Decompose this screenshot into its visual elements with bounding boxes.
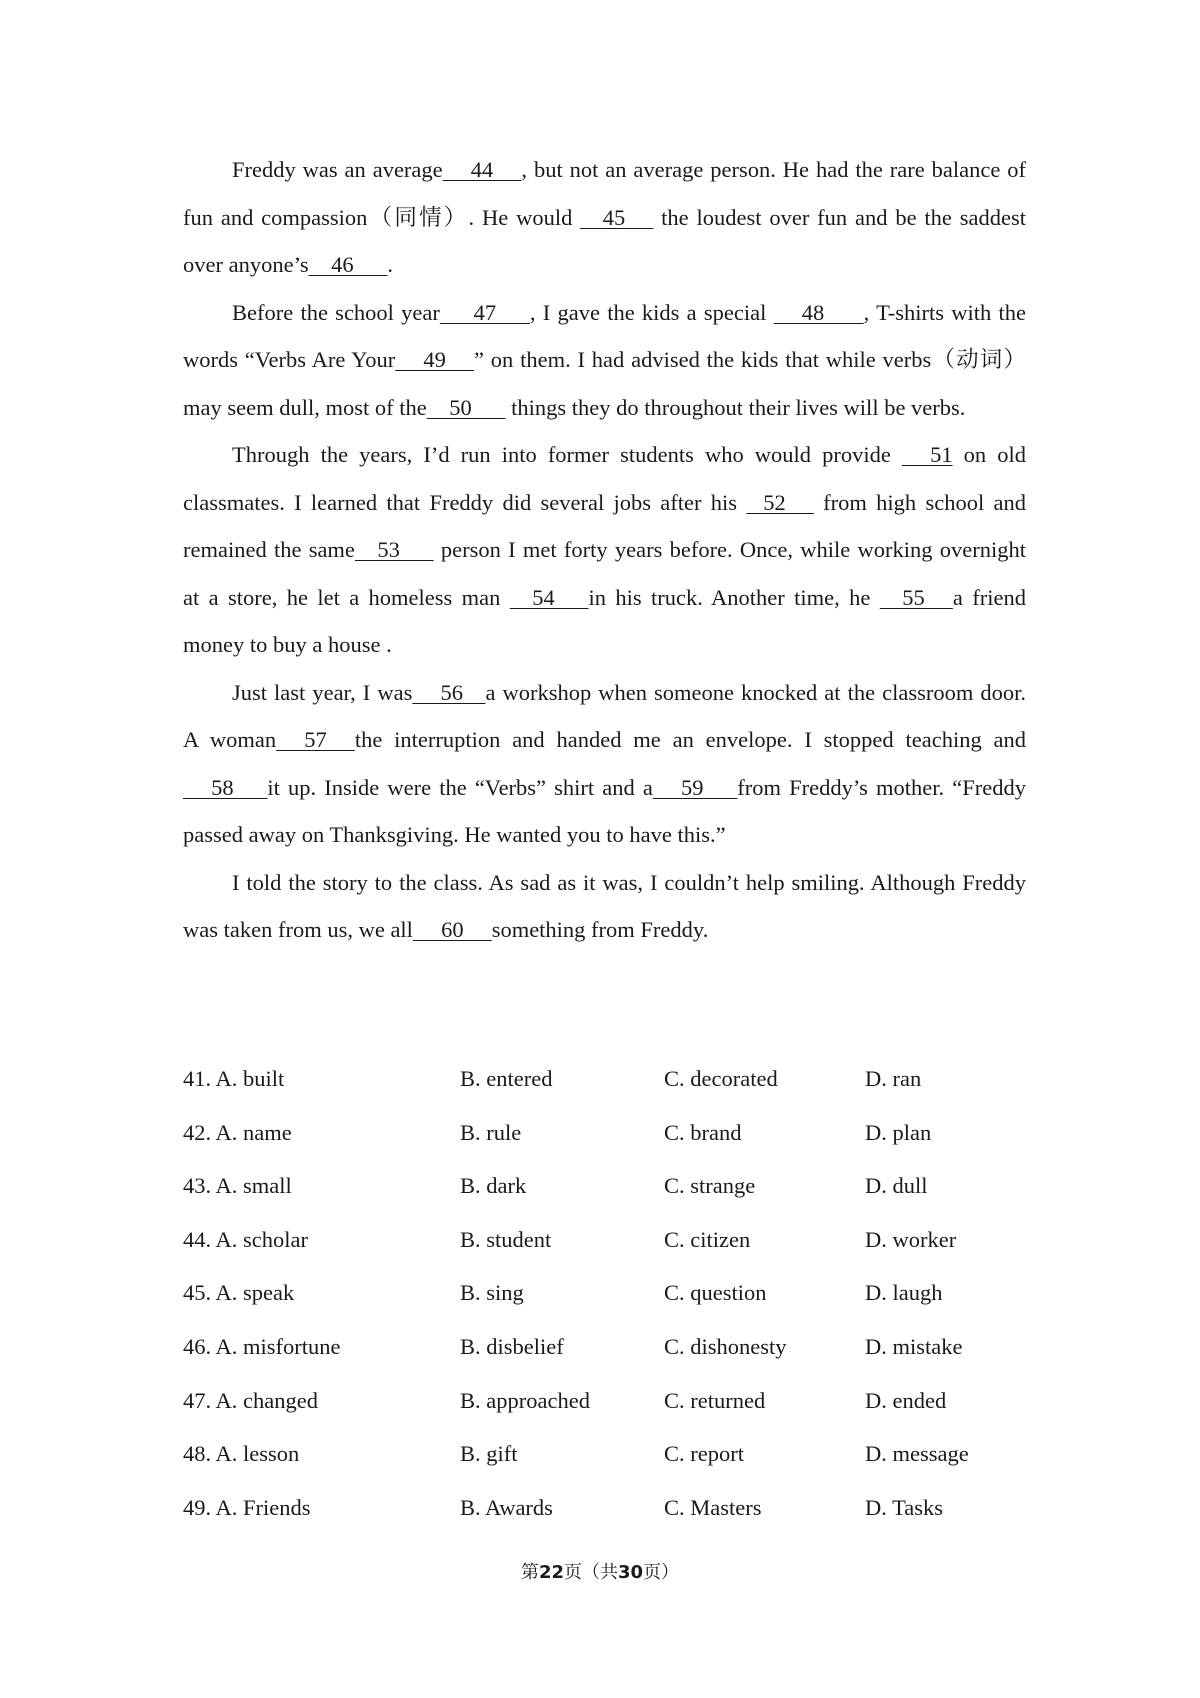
option-d: D. Tasks bbox=[865, 1494, 944, 1520]
option-row-41 bbox=[183, 1052, 1026, 1106]
option-row-46 bbox=[183, 1320, 1026, 1374]
option-row-47 bbox=[183, 1374, 1026, 1428]
text: the interruption and handed me an envelope. I stopped teaching and bbox=[354, 727, 1027, 752]
footer-middle: 页（共 bbox=[564, 1562, 618, 1583]
blank-50: 50 bbox=[426, 394, 506, 420]
text: ” on them. I had advised the kids that while verbs（动词）may seem dull, most of the bbox=[183, 347, 1026, 420]
blank-49: 49 bbox=[395, 347, 475, 372]
cloze-passage bbox=[183, 146, 1026, 954]
option-d: D. mistake bbox=[865, 1333, 963, 1359]
text: , I gave the kids a special bbox=[529, 299, 774, 325]
option-a: 48. A. lesson bbox=[183, 1441, 300, 1467]
text: Before the school year bbox=[232, 299, 440, 325]
option-c: C. returned bbox=[664, 1387, 766, 1413]
option-row-43 bbox=[183, 1159, 1026, 1213]
blank-52: 52 bbox=[746, 489, 814, 515]
option-d: D. plan bbox=[865, 1119, 932, 1145]
text: the loudest over fun and be the saddest over anyone’s bbox=[183, 204, 1026, 277]
option-c: C. decorated bbox=[664, 1066, 778, 1091]
option-a: 47. A. changed bbox=[183, 1387, 318, 1413]
text: , but not an average person. He had the rare balance of fun and compassion（同情）. He would bbox=[183, 157, 1026, 230]
option-b: B. rule bbox=[460, 1119, 522, 1145]
text: things they do throughout their lives will be verbs. bbox=[505, 394, 966, 420]
option-c: C. strange bbox=[664, 1173, 756, 1199]
option-c: C. citizen bbox=[664, 1226, 751, 1252]
option-a: 44. A. scholar bbox=[183, 1226, 308, 1252]
option-c: C. brand bbox=[664, 1119, 742, 1145]
option-d: D. ended bbox=[865, 1387, 947, 1413]
text: in his truck. Another time, he bbox=[588, 584, 880, 610]
text: something from Freddy. bbox=[491, 917, 709, 942]
option-a: 45. A. speak bbox=[183, 1280, 295, 1306]
option-b: B. student bbox=[460, 1226, 552, 1252]
text: from Freddy’s mother. “Freddy passed away on Thanksgiving. He wanted you to have this.” bbox=[183, 774, 1026, 847]
option-d: D. laugh bbox=[865, 1280, 943, 1306]
blank-47: 47 bbox=[439, 299, 530, 325]
option-d: D. dull bbox=[865, 1173, 928, 1199]
blank-46: 46 bbox=[308, 252, 388, 277]
option-a: 49. A. Friends bbox=[183, 1494, 311, 1520]
option-d: D. ran bbox=[865, 1066, 922, 1091]
text: . bbox=[387, 252, 393, 277]
option-b: B. sing bbox=[460, 1280, 524, 1306]
page-number: 22 bbox=[538, 1562, 564, 1583]
option-b: B. entered bbox=[460, 1066, 553, 1091]
option-b: B. gift bbox=[460, 1441, 518, 1467]
page-footer bbox=[0, 1558, 1200, 1584]
option-a: 41. A. built bbox=[183, 1066, 285, 1091]
text: , T-shirts with the words “Verbs Are Your bbox=[183, 299, 1026, 372]
blank-58: 58 bbox=[183, 774, 268, 800]
option-d: D. worker bbox=[865, 1226, 957, 1252]
option-row-49 bbox=[183, 1481, 1026, 1535]
option-b: B. Awards bbox=[460, 1494, 553, 1520]
text: from high school and remained the same bbox=[183, 489, 1026, 562]
option-c: C. Masters bbox=[664, 1494, 762, 1520]
option-a: 42. A. name bbox=[183, 1119, 292, 1145]
option-row-45 bbox=[183, 1266, 1026, 1320]
option-row-42 bbox=[183, 1106, 1026, 1160]
option-b: B. dark bbox=[460, 1173, 527, 1199]
blank-44: 44 bbox=[442, 157, 522, 182]
blank-59: 59 bbox=[652, 774, 738, 800]
option-row-44 bbox=[183, 1213, 1026, 1267]
answer-options bbox=[183, 1052, 1026, 1534]
text: Through the years, I’d run into former students who would provide bbox=[232, 442, 902, 467]
blank-57: 57 bbox=[276, 727, 355, 752]
text: I told the story to the class. As sad as it was, I couldn’t help smiling. Although Freddy was taken from us, we all bbox=[183, 869, 1026, 942]
blank-48: 48 bbox=[773, 299, 864, 325]
blank-51: 51 bbox=[901, 442, 953, 467]
paragraph-5 bbox=[183, 859, 1026, 954]
blank-54: 54 bbox=[509, 584, 589, 610]
option-a: 46. A. misfortune bbox=[183, 1333, 341, 1359]
text: it up. Inside were the “Verbs” shirt and a bbox=[267, 774, 653, 800]
paragraph-1 bbox=[183, 146, 1026, 289]
blank-60: 60 bbox=[412, 917, 492, 942]
text: a friend money to buy a house . bbox=[183, 584, 1026, 657]
blank-45: 45 bbox=[580, 204, 654, 230]
text: on old classmates. I learned that Freddy did several jobs after his bbox=[183, 442, 1026, 515]
option-a: 43. A. small bbox=[183, 1173, 292, 1199]
option-d: D. message bbox=[865, 1441, 969, 1467]
blank-56: 56 bbox=[412, 679, 486, 705]
option-row-48 bbox=[183, 1427, 1026, 1481]
text: Freddy was an average bbox=[232, 157, 443, 182]
paragraph-2 bbox=[183, 289, 1026, 432]
paragraph-3 bbox=[183, 431, 1026, 669]
text: a workshop when someone knocked at the classroom door. A woman bbox=[183, 679, 1026, 752]
blank-55: 55 bbox=[879, 584, 953, 610]
option-c: C. question bbox=[664, 1280, 767, 1306]
blank-53: 53 bbox=[354, 537, 434, 562]
option-b: B. approached bbox=[460, 1387, 590, 1413]
option-c: C. dishonesty bbox=[664, 1333, 787, 1359]
paragraph-4 bbox=[183, 669, 1026, 859]
text: person I met forty years before. Once, while working overnight at a store, he let a homeless man bbox=[183, 537, 1026, 610]
option-c: C. report bbox=[664, 1441, 744, 1467]
footer-suffix: 页） bbox=[643, 1562, 680, 1583]
page-total: 30 bbox=[618, 1562, 644, 1583]
footer-prefix: 第 bbox=[520, 1562, 539, 1583]
text: Just last year, I was bbox=[232, 679, 413, 705]
option-b: B. disbelief bbox=[460, 1333, 564, 1359]
